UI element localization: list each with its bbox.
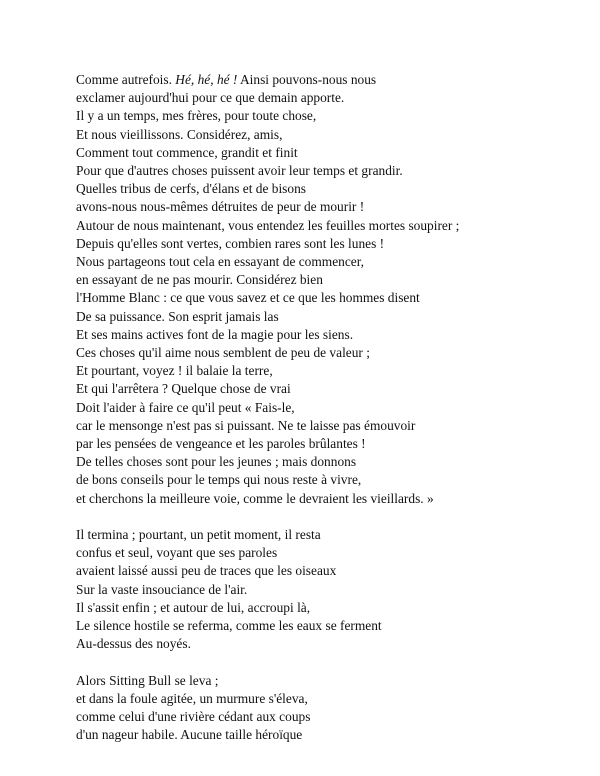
- poem-line: Le silence hostile se referma, comme les eaux se ferment: [76, 618, 382, 634]
- poem-line: Et qui l'arrêtera ? Quelque chose de vrai: [76, 381, 291, 397]
- poem-line: Sur la vaste insouciance de l'air.: [76, 581, 248, 597]
- poem-line: Il y a un temps, mes frères, pour toute chose,: [76, 108, 317, 124]
- stanza-2: [76, 526, 586, 653]
- poem-line: Et ses mains actives font de la magie pour les siens.: [76, 326, 354, 342]
- poem-line: Au-dessus des noyés.: [76, 636, 191, 652]
- poem-line: et cherchons la meilleure voie, comme le devraient les vieillards. »: [76, 490, 434, 506]
- poem-line: confus et seul, voyant que ses paroles: [76, 545, 278, 561]
- poem-line: Alors Sitting Bull se leva ;: [76, 672, 219, 688]
- poem-line: exclamer aujourd'hui pour ce que demain apporte.: [76, 90, 345, 106]
- line-text: Ainsi pouvons-nous nous: [237, 72, 377, 87]
- poem-line: Depuis qu'elles sont vertes, combien rares sont les lunes !: [76, 235, 385, 251]
- poem-line: avaient laissé aussi peu de traces que les oiseaux: [76, 563, 337, 579]
- poem-line: [76, 71, 586, 89]
- poem-line: Pour que d'autres choses puissent avoir leur temps et grandir.: [76, 163, 403, 179]
- italic-exclamation: Hé, hé, hé !: [175, 72, 238, 87]
- stanza-1: [76, 71, 586, 508]
- line-text: Comme autrefois.: [76, 72, 176, 87]
- poem-line: par les pensées de vengeance et les paroles brûlantes !: [76, 436, 366, 452]
- poem-line: comme celui d'une rivière cédant aux coups: [76, 709, 311, 725]
- poem-line: Quelles tribus de cerfs, d'élans et de bisons: [76, 181, 306, 197]
- poem-line: en essayant de ne pas mourir. Considérez bien: [76, 272, 323, 288]
- poem-line: d'un nageur habile. Aucune taille héroïque: [76, 727, 303, 743]
- poem-line: car le mensonge n'est pas si puissant. Ne te laisse pas émouvoir: [76, 417, 416, 433]
- poem-line: Il s'assit enfin ; et autour de lui, accroupi là,: [76, 599, 311, 615]
- poem-line: Il termina ; pourtant, un petit moment, il resta: [76, 527, 321, 543]
- poem-line: Autour de nous maintenant, vous entendez les feuilles mortes soupirer ;: [76, 217, 460, 233]
- stanza-3: [76, 672, 586, 745]
- poem-line: Doit l'aider à faire ce qu'il peut « Fais-le,: [76, 399, 295, 415]
- poem-line: De sa puissance. Son esprit jamais las: [76, 308, 279, 324]
- poem-line: de bons conseils pour le temps qui nous reste à vivre,: [76, 472, 362, 488]
- poem-line: l'Homme Blanc : ce que vous savez et ce que les hommes disent: [76, 290, 420, 306]
- poem-line: et dans la foule agitée, un murmure s'éleva,: [76, 690, 308, 706]
- poem-line: Comment tout commence, grandit et finit: [76, 144, 298, 160]
- poem-line: Et nous vieillissons. Considérez, amis,: [76, 126, 283, 142]
- poem-line: Ces choses qu'il aime nous semblent de peu de valeur ;: [76, 345, 370, 361]
- poem-line: Et pourtant, voyez ! il balaie la terre,: [76, 363, 273, 379]
- poem-line: De telles choses sont pour les jeunes ; mais donnons: [76, 454, 357, 470]
- poem-text: [76, 71, 586, 763]
- poem-line: avons-nous nous-mêmes détruites de peur de mourir !: [76, 199, 365, 215]
- poem-line: Nous partageons tout cela en essayant de commencer,: [76, 254, 364, 270]
